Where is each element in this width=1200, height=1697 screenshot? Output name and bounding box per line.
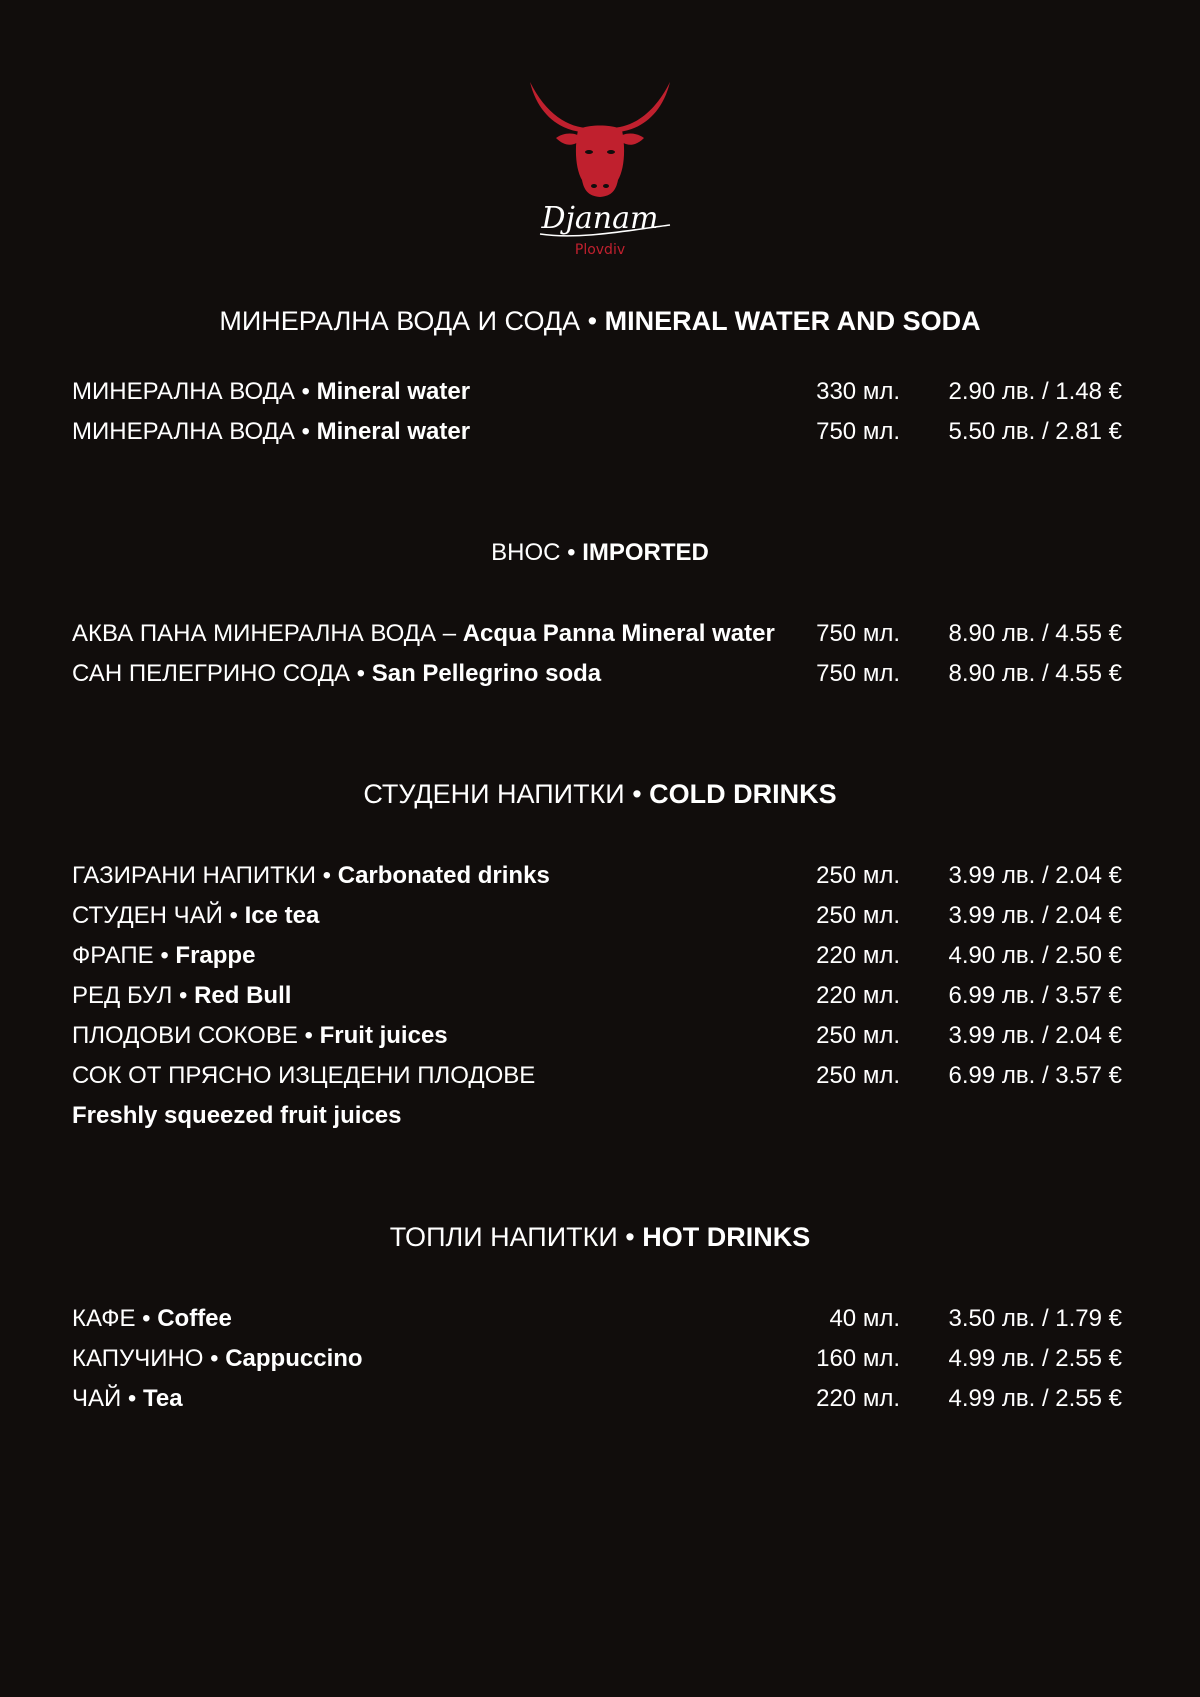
menu-item: ЧАЙ • Tea 220 мл. 4.99 лв. / 2.55 € xyxy=(72,1379,1122,1419)
section-title-hot-drinks: ТОПЛИ НАПИТКИ • HOT DRINKS xyxy=(389,1222,811,1252)
item-volume: 160 мл. xyxy=(816,1345,900,1372)
item-price: 8.90 лв. / 4.55 € xyxy=(948,620,1122,647)
menu-item: МИНЕРАЛНА ВОДА • Mineral water 330 мл. 2.90 лв. / 1.48 € xyxy=(72,372,1122,412)
menu-item: ПЛОДОВИ СОКОВЕ • Fruit juices 250 мл. 3.99 лв. / 2.04 € xyxy=(72,1016,1122,1056)
bull-head-icon xyxy=(520,70,680,270)
item-volume: 220 мл. xyxy=(816,1385,900,1412)
item-volume: 40 мл. xyxy=(829,1305,900,1332)
item-volume: 750 мл. xyxy=(816,660,900,687)
item-price: 8.90 лв. / 4.55 € xyxy=(948,660,1122,687)
menu-item: ГАЗИРАНИ НАПИТКИ • Carbonated drinks 250 мл. 3.99 лв. / 2.04 € xyxy=(72,856,1122,896)
menu-item: СОК ОТ ПРЯСНО ИЗЦЕДЕНИ ПЛОДОВЕ 250 мл. 6.99 лв. / 3.57 € xyxy=(72,1056,1122,1096)
item-price: 4.99 лв. / 2.55 € xyxy=(948,1385,1122,1412)
menu-item: АКВА ПАНА МИНЕРАЛНА ВОДА – Acqua Panna Mineral water 750 мл. 8.90 лв. / 4.55 € xyxy=(72,614,1122,654)
item-volume: 250 мл. xyxy=(816,862,900,889)
item-price: 2.90 лв. / 1.48 € xyxy=(948,378,1122,405)
menu-item: РЕД БУЛ • Red Bull 220 мл. 6.99 лв. / 3.57 € xyxy=(72,976,1122,1016)
item-price: 4.99 лв. / 2.55 € xyxy=(948,1345,1122,1372)
menu-item: КАФЕ • Coffee 40 мл. 3.50 лв. / 1.79 € xyxy=(72,1299,1122,1339)
item-volume: 750 мл. xyxy=(816,620,900,647)
item-price: 6.99 лв. / 3.57 € xyxy=(948,982,1122,1009)
item-volume: 250 мл. xyxy=(816,1022,900,1049)
svg-text:Plovdiv: Plovdiv xyxy=(574,242,626,258)
section-title-imported: ВНОС • IMPORTED xyxy=(491,539,709,566)
brand-logo xyxy=(520,70,680,270)
menu-item: МИНЕРАЛНА ВОДА • Mineral water 750 мл. 5.50 лв. / 2.81 € xyxy=(72,412,1122,452)
menu-item: ФРАПЕ • Frappe 220 мл. 4.90 лв. / 2.50 € xyxy=(72,936,1122,976)
item-price: 3.99 лв. / 2.04 € xyxy=(948,862,1122,889)
menu-item: САН ПЕЛЕГРИНО СОДА • San Pellegrino soda 750 мл. 8.90 лв. / 4.55 € xyxy=(72,654,1122,694)
item-price: 3.99 лв. / 2.04 € xyxy=(948,1022,1122,1049)
item-price: 4.90 лв. / 2.50 € xyxy=(948,942,1122,969)
item-volume: 250 мл. xyxy=(816,1062,900,1089)
item-price: 6.99 лв. / 3.57 € xyxy=(948,1062,1122,1089)
item-volume: 250 мл. xyxy=(816,902,900,929)
section-title-mineral-water: МИНЕРАЛНА ВОДА И СОДА • MINERAL WATER AND SODA xyxy=(219,306,981,336)
item-volume: 220 мл. xyxy=(816,982,900,1009)
item-price: 3.99 лв. / 2.04 € xyxy=(948,902,1122,929)
menu-item: КАПУЧИНО • Cappuccino 160 мл. 4.99 лв. / 2.55 € xyxy=(72,1339,1122,1379)
menu-item: СТУДЕН ЧАЙ • Ice tea 250 мл. 3.99 лв. / 2.04 € xyxy=(72,896,1122,936)
svg-text:Djanam: Djanam xyxy=(541,201,659,236)
item-volume: 750 мл. xyxy=(816,418,900,445)
item-price: 5.50 лв. / 2.81 € xyxy=(948,418,1122,445)
item-price: 3.50 лв. / 1.79 € xyxy=(948,1305,1122,1332)
section-title-cold-drinks: СТУДЕНИ НАПИТКИ • COLD DRINKS xyxy=(363,779,837,809)
item-volume: 330 мл. xyxy=(816,378,900,405)
item-volume: 220 мл. xyxy=(816,942,900,969)
item-subtitle-en: Freshly squeezed fruit juices xyxy=(72,1102,402,1129)
